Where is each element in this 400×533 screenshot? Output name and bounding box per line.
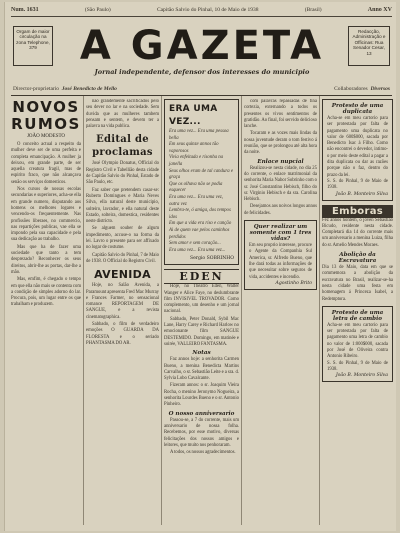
anniversary-article (164, 418, 239, 457)
poem-line: Sem amor e sem coração... (169, 241, 221, 247)
column-2 (86, 99, 159, 527)
notas-headline: Notas (192, 350, 211, 357)
eden-article (164, 284, 239, 348)
issue-country: (Brasil) (304, 7, 322, 13)
issue-date: Capitão Salvio do Pinhal, 10 de Maio de 1938 (156, 7, 259, 13)
novos-rumos-byline: JOÃO MODESTO (26, 134, 66, 139)
edital-article (86, 161, 159, 265)
novos-rumos-continuation (86, 99, 159, 130)
poem-line: Era uma vez... Era uma vez... (169, 247, 226, 253)
column-4 (244, 99, 317, 527)
protest-bill-date: S. S. do Pinhal, 9 de Maio de 1938. (327, 360, 388, 372)
wedding-article (244, 166, 317, 217)
column-3 (164, 99, 239, 527)
protest-duplicate-box (322, 99, 393, 201)
credits-line (13, 84, 390, 94)
collaborators-label: Collaboradores (334, 86, 368, 92)
abolition-article: Dia 13 de Maio, data em que se commemora a abolição da escravatura no Brasil, realizar-se-ha nesta cidade uma festa em homenagem á Princeza Isabel, a Redemptora. (322, 265, 393, 302)
column-divider (161, 96, 162, 525)
article-paragraph: Fizeram annos: o sr. Joaquim Vieira Rocha, o menino Jeronymo Nogueira, a senhorita Lourdes Bueno e o sr. Antonio Pinheiro. (164, 383, 239, 408)
protest-bill-box (322, 306, 393, 382)
collaborators-credit (334, 86, 390, 92)
protest-duplicate-date: S. S. do Pinhal, 9 de Maio de 1938. (327, 178, 388, 191)
article-paragraph: Tocaram e as vozes mais lindas da nossa juventude deram o tom festivo á reunião, que se prolongou até alta hora da noite. (244, 131, 317, 156)
masthead-title: A GAZETA (79, 23, 325, 69)
protest-duplicate-text: Acha-se em meu cartorio para ser protestada por falta de pagamento uma duplicata no valor de 600$000, sacada por Benedicto Isac à Filho. Como não encontrei o devedor, intimo-o por meio deste edital a pagar a dita duplicata ou dar as razões porque não o faz, dentro do prazo da lei. (327, 116, 388, 178)
poem-line: Seus olhos eram de tal candura e graça (169, 168, 233, 181)
poem-box (164, 99, 239, 265)
column-1 (11, 99, 81, 527)
article-paragraph: Sabbado, o film de verdadeiro emoções O GUARDA DA FLORESTA e o seriado PHANTASMA DO AR. (86, 322, 159, 346)
right-ear-box: Redacção, Administração e Officinas: Rua Senador Cesar, 13 (348, 26, 390, 66)
poem-author: Sergio SOBRINHO (189, 256, 234, 262)
avenida-headline: AVENIDA (94, 268, 151, 282)
article-paragraph: Realizou-se nesta cidade, no dia 25 do corrente, o enlace matrimonial da senhorita Maria Nabor Sobrinho com o sr. José Constantino Hebisch, filho do sr. Virginio Hebisch e da sra. Carolina Hebisch. (244, 165, 317, 203)
protest-bill-title: Protesto de uma letra de cambio (331, 309, 384, 322)
article-paragraph: Hoje, no Theatro Eden, Walter Wanger e Alice Faye, no deslumbrante film INVISIVEL TROVADOR. Como complemento, um desenho e um jornal nacional. (164, 284, 239, 315)
article-paragraph: Passou-se, a 7 do corrente, mais um anniversario de nossa folha. Recebemos, por esse motivo, diversas felicitações dos nossos amigos e leitores, que muito nos penhoraram. (164, 417, 239, 448)
director-name: José Benedicto de Mello (61, 86, 117, 92)
emboras-article: Fez annos hontem, o joven Sebastião Bicudo, residente nesta cidade. Completará dia 14 do corrente mais um anniversario a menina Luiza, filha do sr. Amelio Mendes Moraes. (322, 217, 393, 248)
article-paragraph: Mas que ha de fazer uma sociedade que tanto a tem desprezado? Reconhecer os seus direitos, abrir-lhe as portas, dar-lhe a mão. (11, 244, 81, 275)
director-credit (13, 86, 117, 92)
column-4-continuation (244, 99, 317, 157)
article-paragraph: Desejamos aos noivos longos annos de felicidades. (244, 204, 317, 216)
column-divider (319, 96, 320, 525)
abolition-headline: Abolição da Escravatura (338, 252, 377, 265)
poem-line: Lembra-te, ó amiga, dos tempos idos (169, 208, 231, 220)
article-paragraph: Sabbado, Peter Donald, Sybil Mac Lane, Harry Carey e Richard Harlow no emocionante film SANGUE DESTEMIDO. Domingo, em matinée e soirée, VALLEIRO FANTASMA. (164, 316, 239, 347)
left-ear-box: Orgam de maior circulação na zona Telephone, 379 (13, 26, 53, 66)
article-paragraph: com palavras repassadas de fina cortezia, externando a todos os presentes os vivos sentimentos de gratidão. Ao final, foi servido delicioso lanche. (244, 99, 317, 130)
article-paragraph: Faz saber que pretendem casar-se: Ruberto Domingues e Maria Neves Silva, ella natural deste municipio, solteiro, lavrador, e ella natural deste Estado, solteira, domestica, residentes neste districto. (86, 187, 159, 225)
poem-line: Era uma vez... Era uma vez, outra vez (169, 194, 223, 207)
article-paragraph: não grandemente sacrificados pelo seu dever no lar e na sociedade. Sem duvida que as mulheres tambem pensam e sentem, e devem ter a palavra na vida publica. (86, 99, 159, 130)
protest-duplicate-signature: João B. Monteiro Silva (335, 191, 388, 197)
poem-body (169, 129, 234, 254)
collaborators-name: Diversos (370, 86, 390, 92)
article-paragraph: Hoje, no Salão Avenida, a Paramount apresenta Fred Mac Murray e Frances Farmer, no sensacional romance REPORTAGEM DE SANGUE, e a revista cinematographica. (86, 283, 159, 320)
article-paragraph: A todos, os nossos agradecimentos. (170, 450, 236, 456)
poem-line: Era uma vez... Era uma pessoa bella (169, 129, 229, 141)
protest-bill-text: Acha-se em meu cartorio para ser protestada por falta de pagamento uma letra de cambio no valor de 1:000$000, sacada por José de Oliveira contra Antonio Ribeiro. (327, 322, 388, 360)
article-paragraph: Faz annos hoje: a senhorita Carmen Bueno, a menina Benedicta Martins Carvalho, o sr. Sebastião Leite e a sra. d. Sylvia Lobo Cavalcante. (164, 357, 239, 382)
insurance-notice-signature: Agostinho Brito (275, 280, 312, 286)
issue-year: Anno XV (367, 7, 392, 13)
article-paragraph: Se alguem souber de algum impedimento, accuse-o na forma da lei. Lavro o presente para ser affixado no logar de costume. (86, 226, 159, 251)
insurance-notice-box (244, 220, 317, 290)
protest-duplicate-title: Protesto de uma duplicata (331, 103, 384, 115)
poem-line: Ai de quem vae pelos caminhos perdidos (169, 227, 230, 240)
protest-bill-signature: João B. Monteiro Silva (335, 373, 388, 379)
article-paragraph: Nos cursos de nossas escolas secundarias e superiores, acha-se ella em grande numero, disputando aos homens os melhores logares e vencendo-os frequentemente. Nas profissões liberaes, no commercio, nas repartições publicas, vae ella se impondo pela sua capacidade e pela sua dedicação ao trabalho. (11, 187, 81, 243)
poem-line: Em que a vida era riso e canção (169, 221, 232, 227)
article-paragraph: O conceito actual a respeito da mulher deve ser de uma perfeita e completa emancipação. A mulher ja deixou, em grande parte, de ser aquella creatura fragil, mas de espirito fraco, que não alcançava senão os serviços domesticos. (11, 142, 81, 185)
avenida-article (86, 283, 159, 347)
wedding-headline: Enlace nupcial (257, 158, 304, 165)
anniversary-headline: O nosso anniversario (168, 410, 235, 417)
poem-title: ERA UMA VEZ... (169, 104, 218, 127)
column-divider (241, 96, 242, 525)
notas-article (164, 357, 239, 408)
director-label: Director-proprietario (13, 86, 60, 92)
poem-line: Vivia enfeitada e risonha na janella (169, 155, 223, 167)
issue-info-bar (11, 5, 392, 17)
poem-line: Que os olhava não se podia esquecer (169, 181, 223, 194)
issue-city: (São Paulo) (84, 7, 111, 13)
column-5 (322, 99, 393, 527)
masthead-subtitle: Jornal independente, defensor dos interesses do municipio (94, 68, 310, 76)
column-divider (83, 96, 84, 525)
newspaper-page (4, 2, 396, 531)
insurance-notice-title: Quer realizar um somente com 1 tres vidas? (249, 224, 312, 243)
poem-line: Em seus quinze annos tão vaporosos (169, 142, 219, 154)
novos-rumos-article (11, 142, 81, 309)
article-paragraph: José Olympio Donatus, Official do Registro Civil e Tabellião desta cidade de Capitão Salvio do Pinhal, Estado de São Paulo, etc. (86, 161, 159, 186)
emboras-headline: Emboras (322, 205, 393, 218)
eden-headline: EDEN (164, 269, 239, 284)
article-paragraph: Capitão Salvio do Pinhal, 7 de Maio de 1938. O Official do Registro Civil. (86, 252, 159, 264)
insurance-notice-text: Em seu proprio interesse, procure o Agente da Companhia Sul America, sr. Alfredo Bueno, que lhe dará todas as informações de que necessitar sobre seguros de vida, accidentes e incendio. (249, 243, 312, 280)
issue-number: Num. 1631 (11, 7, 39, 13)
article-paragraph: Mas, emfim, é chegado o tempo em que ella não mais se contenta com a condição de simples adorno do lar. Procura, pois, um lugar entre os que trabalham e produzem. (11, 277, 81, 308)
edital-headline: Edital de proclamas (92, 134, 153, 159)
novos-rumos-headline: NOVOS RUMOS (11, 99, 81, 133)
header-rule (11, 95, 392, 96)
